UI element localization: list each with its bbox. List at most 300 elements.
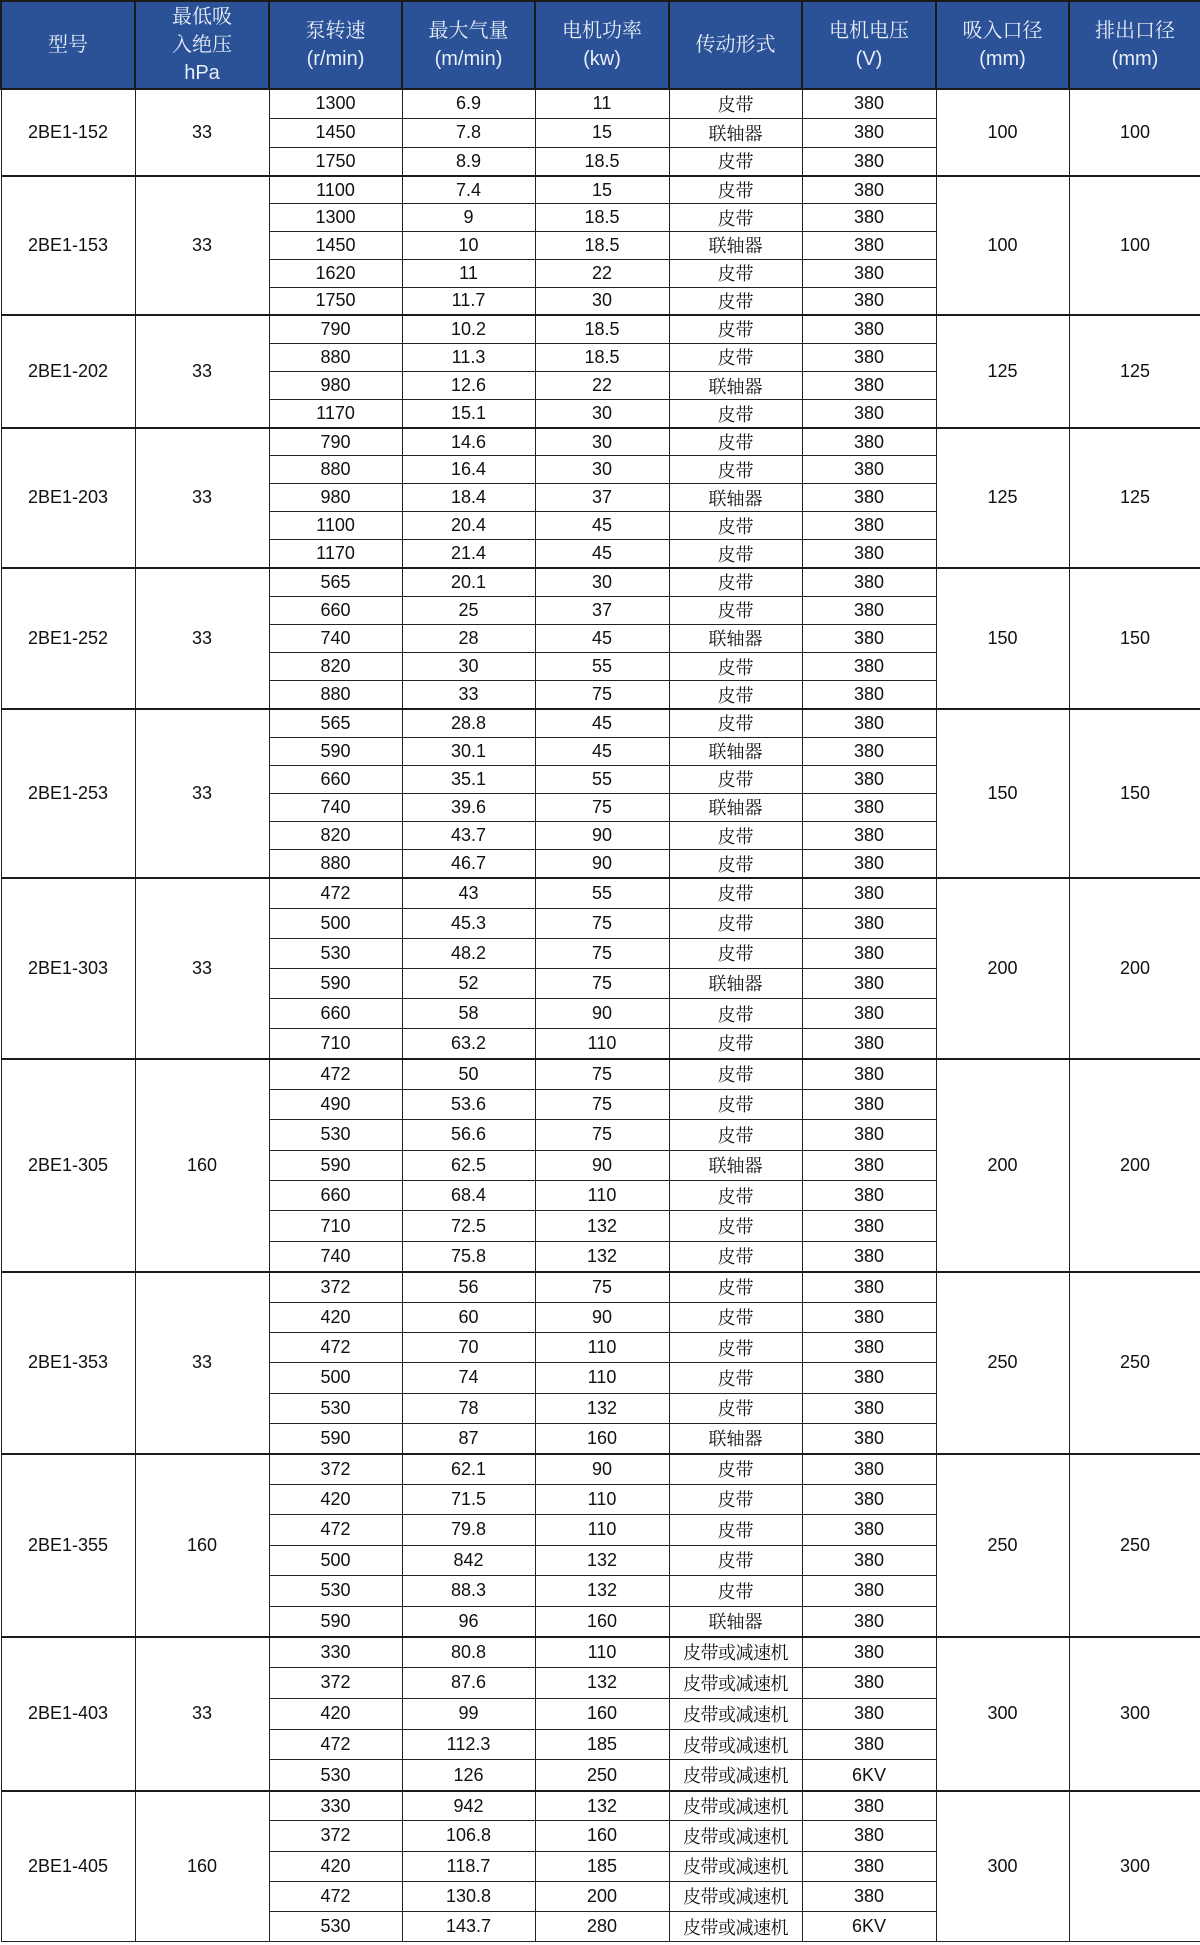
max-airflow-cell: 68.4: [402, 1180, 535, 1210]
motor-voltage-cell: 380: [802, 287, 936, 315]
drive-type-cell: 皮带或减速机: [669, 1698, 802, 1729]
motor-voltage-cell: 380: [802, 176, 936, 204]
motor-power-cell: 37: [535, 484, 669, 512]
max-airflow-cell: 79.8: [402, 1515, 535, 1546]
motor-power-cell: 30: [535, 428, 669, 456]
motor-power-cell: 18.5: [535, 315, 669, 343]
motor-voltage-cell: 380: [802, 1606, 936, 1637]
pump-speed-cell: 372: [269, 1454, 402, 1485]
inlet-diameter-cell: 250: [936, 1454, 1069, 1637]
pump-speed-cell: 420: [269, 1851, 402, 1881]
pump-speed-cell: 790: [269, 428, 402, 456]
pump-speed-cell: 880: [269, 850, 402, 878]
pump-speed-cell: 530: [269, 1576, 402, 1607]
drive-type-cell: 皮带或减速机: [669, 1911, 802, 1941]
motor-power-cell: 110: [535, 1637, 669, 1668]
motor-power-cell: 160: [535, 1698, 669, 1729]
motor-voltage-cell: 380: [802, 1729, 936, 1760]
motor-power-cell: 18.5: [535, 204, 669, 232]
motor-voltage-cell: 380: [802, 343, 936, 371]
drive-type-cell: 皮带: [669, 1302, 802, 1332]
max-airflow-cell: 8.9: [402, 147, 535, 176]
motor-voltage-cell: 380: [802, 1576, 936, 1607]
motor-voltage-cell: 380: [802, 456, 936, 484]
pump-speed-cell: 590: [269, 1606, 402, 1637]
inlet-diameter-cell: 300: [936, 1637, 1069, 1791]
max-airflow-cell: 56.6: [402, 1120, 535, 1150]
motor-voltage-cell: 380: [802, 998, 936, 1028]
motor-voltage-cell: 380: [802, 1668, 936, 1699]
column-header-line: (mm): [1111, 48, 1159, 70]
max-airflow-cell: 53.6: [402, 1089, 535, 1119]
motor-voltage-cell: 380: [802, 1089, 936, 1119]
model-cell: 2BE1-303: [1, 878, 135, 1059]
motor-voltage-cell: 380: [802, 1241, 936, 1271]
motor-voltage-cell: 380: [802, 765, 936, 793]
drive-type-cell: 皮带: [669, 568, 802, 596]
inlet-diameter-cell: 100: [936, 176, 1069, 315]
drive-type-cell: 皮带: [669, 1180, 802, 1210]
inlet-diameter-cell: 125: [936, 315, 1069, 428]
column-header-line: (mm): [979, 48, 1026, 70]
motor-power-cell: 132: [535, 1576, 669, 1607]
motor-power-cell: 75: [535, 793, 669, 821]
table-row: [1, 1454, 1200, 1485]
pump-speed-cell: 1100: [269, 512, 402, 540]
motor-power-cell: 45: [535, 512, 669, 540]
drive-type-cell: 皮带: [669, 850, 802, 878]
motor-voltage-cell: 380: [802, 793, 936, 821]
drive-type-cell: 皮带: [669, 287, 802, 315]
motor-voltage-cell: 380: [802, 878, 936, 908]
drive-type-cell: 皮带或减速机: [669, 1851, 802, 1881]
pump-speed-cell: 530: [269, 938, 402, 968]
max-airflow-cell: 56: [402, 1272, 535, 1302]
max-airflow-cell: 126: [402, 1760, 535, 1791]
motor-power-cell: 18.5: [535, 232, 669, 260]
motor-power-cell: 37: [535, 596, 669, 624]
drive-type-cell: 联轴器: [669, 737, 802, 765]
column-header-line: 吸入口径: [962, 20, 1043, 42]
motor-voltage-cell: 380: [802, 1637, 936, 1668]
motor-power-cell: 110: [535, 1515, 669, 1546]
pump-speed-cell: 660: [269, 998, 402, 1028]
max-airflow-cell: 71.5: [402, 1484, 535, 1515]
pump-speed-cell: 1450: [269, 232, 402, 260]
drive-type-cell: 皮带或减速机: [669, 1821, 802, 1851]
max-airflow-cell: 942: [402, 1791, 535, 1821]
motor-voltage-cell: 380: [802, 908, 936, 938]
motor-voltage-cell: 380: [802, 1423, 936, 1453]
min-pressure-cell: 33: [135, 89, 269, 176]
drive-type-cell: 皮带: [669, 1211, 802, 1241]
pump-speed-cell: 1450: [269, 118, 402, 147]
drive-type-cell: 皮带: [669, 176, 802, 204]
pump-speed-cell: 980: [269, 484, 402, 512]
drive-type-cell: 皮带: [669, 456, 802, 484]
max-airflow-cell: 60: [402, 1302, 535, 1332]
max-airflow-cell: 112.3: [402, 1729, 535, 1760]
drive-type-cell: 皮带: [669, 1484, 802, 1515]
drive-type-cell: 皮带或减速机: [669, 1760, 802, 1791]
drive-type-cell: 皮带: [669, 653, 802, 681]
motor-power-cell: 132: [535, 1211, 669, 1241]
column-header-line: (kw): [583, 48, 621, 70]
max-airflow-cell: 106.8: [402, 1821, 535, 1851]
max-airflow-cell: 11.7: [402, 287, 535, 315]
drive-type-cell: 皮带: [669, 512, 802, 540]
pump-speed-cell: 590: [269, 968, 402, 998]
column-header-line: hPa: [184, 62, 220, 84]
pump-speed-cell: 500: [269, 1363, 402, 1393]
motor-power-cell: 132: [535, 1393, 669, 1423]
pump-speed-cell: 420: [269, 1484, 402, 1515]
inlet-diameter-cell: 125: [936, 428, 1069, 568]
drive-type-cell: 皮带或减速机: [669, 1668, 802, 1699]
motor-voltage-cell: 380: [802, 1881, 936, 1911]
motor-power-cell: 55: [535, 653, 669, 681]
outlet-diameter-cell: 300: [1069, 1791, 1200, 1942]
outlet-diameter-cell: 300: [1069, 1637, 1200, 1791]
motor-power-cell: 110: [535, 1363, 669, 1393]
motor-voltage-cell: 380: [802, 232, 936, 260]
drive-type-cell: 联轴器: [669, 1150, 802, 1180]
max-airflow-cell: 15.1: [402, 400, 535, 428]
max-airflow-cell: 52: [402, 968, 535, 998]
motor-voltage-cell: 380: [802, 568, 936, 596]
motor-power-cell: 75: [535, 681, 669, 709]
motor-power-cell: 90: [535, 822, 669, 850]
model-cell: 2BE1-252: [1, 568, 135, 709]
drive-type-cell: 皮带: [669, 709, 802, 737]
max-airflow-cell: 74: [402, 1363, 535, 1393]
max-airflow-cell: 118.7: [402, 1851, 535, 1881]
motor-power-cell: 75: [535, 1059, 669, 1089]
drive-type-cell: 皮带: [669, 147, 802, 176]
table-body: [1, 89, 1200, 1942]
motor-voltage-cell: 380: [802, 737, 936, 765]
table-row: [1, 1272, 1200, 1302]
max-airflow-cell: 58: [402, 998, 535, 1028]
motor-power-cell: 90: [535, 1150, 669, 1180]
table-row: [1, 878, 1200, 908]
min-pressure-cell: 33: [135, 428, 269, 568]
motor-power-cell: 160: [535, 1606, 669, 1637]
motor-voltage-cell: 380: [802, 822, 936, 850]
drive-type-cell: 皮带或减速机: [669, 1881, 802, 1911]
max-airflow-cell: 10.2: [402, 315, 535, 343]
max-airflow-cell: 80.8: [402, 1637, 535, 1668]
max-airflow-cell: 99: [402, 1698, 535, 1729]
column-header-pump-speed: [269, 1, 402, 89]
motor-voltage-cell: 380: [802, 1150, 936, 1180]
motor-power-cell: 280: [535, 1911, 669, 1941]
pump-speed-cell: 565: [269, 709, 402, 737]
motor-power-cell: 90: [535, 1302, 669, 1332]
table-row: [1, 89, 1200, 118]
max-airflow-cell: 45.3: [402, 908, 535, 938]
max-airflow-cell: 62.5: [402, 1150, 535, 1180]
motor-voltage-cell: 380: [802, 1363, 936, 1393]
motor-voltage-cell: 380: [802, 1332, 936, 1362]
pump-speed-cell: 590: [269, 1150, 402, 1180]
pump-speed-cell: 500: [269, 1545, 402, 1576]
drive-type-cell: 联轴器: [669, 232, 802, 260]
max-airflow-cell: 96: [402, 1606, 535, 1637]
pump-speed-cell: 1750: [269, 287, 402, 315]
outlet-diameter-cell: 125: [1069, 315, 1200, 428]
outlet-diameter-cell: 125: [1069, 428, 1200, 568]
min-pressure-cell: 160: [135, 1059, 269, 1272]
motor-power-cell: 45: [535, 709, 669, 737]
motor-power-cell: 160: [535, 1821, 669, 1851]
pump-speed-cell: 472: [269, 878, 402, 908]
drive-type-cell: 皮带: [669, 1332, 802, 1362]
max-airflow-cell: 30.1: [402, 737, 535, 765]
pump-speed-cell: 530: [269, 1393, 402, 1423]
max-airflow-cell: 7.4: [402, 176, 535, 204]
column-header-inlet-diameter: [936, 1, 1069, 89]
motor-voltage-cell: 380: [802, 850, 936, 878]
drive-type-cell: 皮带: [669, 938, 802, 968]
inlet-diameter-cell: 200: [936, 1059, 1069, 1272]
motor-voltage-cell: 380: [802, 1059, 936, 1089]
motor-power-cell: 90: [535, 998, 669, 1028]
motor-power-cell: 132: [535, 1545, 669, 1576]
max-airflow-cell: 75.8: [402, 1241, 535, 1271]
pump-speed-cell: 372: [269, 1821, 402, 1851]
outlet-diameter-cell: 150: [1069, 709, 1200, 878]
motor-power-cell: 110: [535, 1332, 669, 1362]
column-header-line: 电机电压: [829, 20, 909, 42]
motor-voltage-cell: 380: [802, 1120, 936, 1150]
drive-type-cell: 皮带: [669, 343, 802, 371]
max-airflow-cell: 30: [402, 653, 535, 681]
max-airflow-cell: 7.8: [402, 118, 535, 147]
motor-power-cell: 18.5: [535, 147, 669, 176]
outlet-diameter-cell: 150: [1069, 568, 1200, 709]
pump-speed-cell: 740: [269, 1241, 402, 1271]
drive-type-cell: 皮带: [669, 908, 802, 938]
drive-type-cell: 联轴器: [669, 793, 802, 821]
drive-type-cell: 皮带: [669, 1576, 802, 1607]
drive-type-cell: 联轴器: [669, 1606, 802, 1637]
pump-speed-cell: 330: [269, 1791, 402, 1821]
max-airflow-cell: 43.7: [402, 822, 535, 850]
min-pressure-cell: 33: [135, 315, 269, 428]
column-header-drive-type: [669, 1, 802, 89]
pump-speed-cell: 1750: [269, 147, 402, 176]
motor-voltage-cell: 380: [802, 938, 936, 968]
max-airflow-cell: 14.6: [402, 428, 535, 456]
motor-voltage-cell: 380: [802, 596, 936, 624]
column-header-line: (V): [855, 48, 883, 70]
pump-speed-cell: 565: [269, 568, 402, 596]
pump-speed-cell: 880: [269, 681, 402, 709]
motor-voltage-cell: 380: [802, 709, 936, 737]
pump-speed-cell: 420: [269, 1302, 402, 1332]
motor-voltage-cell: 380: [802, 89, 936, 118]
max-airflow-cell: 21.4: [402, 540, 535, 568]
pump-speed-cell: 1300: [269, 204, 402, 232]
pump-speed-cell: 372: [269, 1272, 402, 1302]
column-header-line: 电机功率: [562, 20, 642, 42]
motor-voltage-cell: 380: [802, 1851, 936, 1881]
motor-power-cell: 30: [535, 568, 669, 596]
drive-type-cell: 皮带: [669, 400, 802, 428]
pump-speed-cell: 660: [269, 1180, 402, 1210]
drive-type-cell: 皮带: [669, 1363, 802, 1393]
max-airflow-cell: 39.6: [402, 793, 535, 821]
drive-type-cell: 皮带: [669, 878, 802, 908]
inlet-diameter-cell: 250: [936, 1272, 1069, 1454]
pump-speed-cell: 530: [269, 1120, 402, 1150]
min-pressure-cell: 33: [135, 1272, 269, 1454]
motor-voltage-cell: 380: [802, 1272, 936, 1302]
max-airflow-cell: 62.1: [402, 1454, 535, 1485]
drive-type-cell: 联轴器: [669, 624, 802, 652]
pump-speed-cell: 500: [269, 908, 402, 938]
drive-type-cell: 皮带或减速机: [669, 1729, 802, 1760]
motor-power-cell: 75: [535, 968, 669, 998]
pump-speed-cell: 1100: [269, 176, 402, 204]
motor-power-cell: 15: [535, 176, 669, 204]
pump-speed-cell: 1300: [269, 89, 402, 118]
table-row: [1, 315, 1200, 343]
drive-type-cell: 皮带: [669, 1515, 802, 1546]
max-airflow-cell: 9: [402, 204, 535, 232]
motor-voltage-cell: 380: [802, 624, 936, 652]
motor-power-cell: 75: [535, 1272, 669, 1302]
motor-power-cell: 90: [535, 1454, 669, 1485]
max-airflow-cell: 11: [402, 259, 535, 287]
column-header-motor-power: [535, 1, 669, 89]
motor-voltage-cell: 380: [802, 1302, 936, 1332]
drive-type-cell: 皮带: [669, 998, 802, 1028]
pump-speed-cell: 790: [269, 315, 402, 343]
drive-type-cell: 皮带: [669, 1545, 802, 1576]
min-pressure-cell: 33: [135, 176, 269, 315]
pump-speed-cell: 420: [269, 1698, 402, 1729]
motor-voltage-cell: 380: [802, 147, 936, 176]
pump-speed-cell: 820: [269, 822, 402, 850]
motor-power-cell: 110: [535, 1180, 669, 1210]
max-airflow-cell: 11.3: [402, 343, 535, 371]
motor-power-cell: 45: [535, 540, 669, 568]
min-pressure-cell: 33: [135, 568, 269, 709]
drive-type-cell: 皮带: [669, 1272, 802, 1302]
drive-type-cell: 皮带: [669, 315, 802, 343]
pump-speed-cell: 1170: [269, 540, 402, 568]
pump-speed-cell: 472: [269, 1059, 402, 1089]
max-airflow-cell: 87: [402, 1423, 535, 1453]
pump-speed-cell: 472: [269, 1729, 402, 1760]
column-header-motor-voltage: [802, 1, 936, 89]
max-airflow-cell: 6.9: [402, 89, 535, 118]
motor-power-cell: 30: [535, 287, 669, 315]
outlet-diameter-cell: 250: [1069, 1272, 1200, 1454]
motor-power-cell: 110: [535, 1029, 669, 1059]
column-header-line: 排出口径: [1095, 20, 1175, 42]
motor-voltage-cell: 380: [802, 1029, 936, 1059]
max-airflow-cell: 28: [402, 624, 535, 652]
min-pressure-cell: 33: [135, 709, 269, 878]
column-header-line: 传动形式: [695, 34, 776, 56]
motor-power-cell: 75: [535, 938, 669, 968]
outlet-diameter-cell: 250: [1069, 1454, 1200, 1637]
max-airflow-cell: 46.7: [402, 850, 535, 878]
inlet-diameter-cell: 100: [936, 89, 1069, 176]
drive-type-cell: 联轴器: [669, 1423, 802, 1453]
motor-power-cell: 110: [535, 1484, 669, 1515]
outlet-diameter-cell: 100: [1069, 89, 1200, 176]
motor-voltage-cell: 380: [802, 1791, 936, 1821]
motor-voltage-cell: 380: [802, 512, 936, 540]
pump-speed-cell: 740: [269, 624, 402, 652]
motor-power-cell: 75: [535, 908, 669, 938]
pump-speed-cell: 880: [269, 343, 402, 371]
motor-power-cell: 160: [535, 1423, 669, 1453]
pump-speed-cell: 710: [269, 1029, 402, 1059]
pump-speed-cell: 1620: [269, 259, 402, 287]
drive-type-cell: 皮带: [669, 596, 802, 624]
min-pressure-cell: 33: [135, 878, 269, 1059]
motor-voltage-cell: 380: [802, 681, 936, 709]
motor-power-cell: 250: [535, 1760, 669, 1791]
max-airflow-cell: 88.3: [402, 1576, 535, 1607]
drive-type-cell: 皮带或减速机: [669, 1637, 802, 1668]
column-header-line: (r/min): [306, 48, 365, 70]
motor-power-cell: 185: [535, 1851, 669, 1881]
drive-type-cell: 皮带: [669, 1454, 802, 1485]
motor-power-cell: 90: [535, 850, 669, 878]
motor-voltage-cell: 380: [802, 968, 936, 998]
max-airflow-cell: 43: [402, 878, 535, 908]
model-cell: 2BE1-355: [1, 1454, 135, 1637]
model-cell: 2BE1-202: [1, 315, 135, 428]
motor-voltage-cell: 380: [802, 1698, 936, 1729]
motor-voltage-cell: 6KV: [802, 1760, 936, 1791]
drive-type-cell: 皮带: [669, 259, 802, 287]
motor-voltage-cell: 380: [802, 1515, 936, 1546]
column-header-line: 最低吸: [172, 6, 232, 28]
table-row: [1, 709, 1200, 737]
drive-type-cell: 皮带: [669, 1059, 802, 1089]
outlet-diameter-cell: 200: [1069, 1059, 1200, 1272]
motor-power-cell: 185: [535, 1729, 669, 1760]
motor-voltage-cell: 380: [802, 1180, 936, 1210]
pump-speed-cell: 710: [269, 1211, 402, 1241]
drive-type-cell: 联轴器: [669, 968, 802, 998]
drive-type-cell: 皮带: [669, 1029, 802, 1059]
table-row: [1, 1637, 1200, 1668]
max-airflow-cell: 10: [402, 232, 535, 260]
max-airflow-cell: 50: [402, 1059, 535, 1089]
table-row: [1, 176, 1200, 204]
max-airflow-cell: 12.6: [402, 371, 535, 399]
motor-voltage-cell: 380: [802, 204, 936, 232]
motor-power-cell: 132: [535, 1668, 669, 1699]
model-cell: 2BE1-203: [1, 428, 135, 568]
drive-type-cell: 联轴器: [669, 371, 802, 399]
motor-power-cell: 132: [535, 1241, 669, 1271]
table-row: [1, 428, 1200, 456]
table-row: [1, 568, 1200, 596]
pump-speed-cell: 372: [269, 1668, 402, 1699]
motor-power-cell: 22: [535, 371, 669, 399]
table-row: [1, 1791, 1200, 1821]
model-cell: 2BE1-403: [1, 1637, 135, 1791]
